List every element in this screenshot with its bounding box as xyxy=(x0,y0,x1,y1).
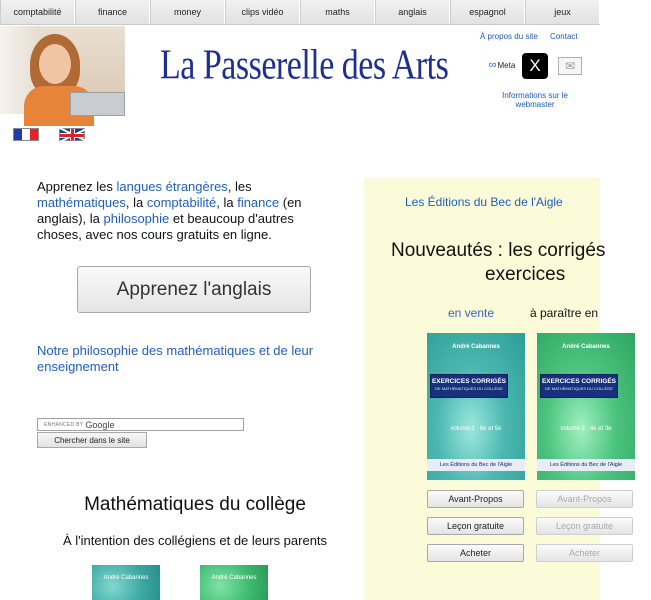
book-cover-volume-1[interactable]: André Cabannes EXERCICES CORRIGÉS DE MATHÉMATIQUES DU COLLÈGE volume 1 : 6e et 5e Les Éditions du Bec de l'Aigle xyxy=(427,333,525,480)
photo-laptop xyxy=(70,92,125,116)
nav-item-jeux[interactable]: jeux xyxy=(525,0,600,24)
book-title-band: EXERCICES CORRIGÉS DE MATHÉMATIQUES DU COLLÈGE xyxy=(430,374,508,398)
nav-item-comptabilite[interactable]: comptabilité xyxy=(0,0,75,24)
finance-link[interactable]: finance xyxy=(237,195,280,210)
book-thumbnail[interactable] xyxy=(92,565,160,600)
tab-a-paraitre: à paraître en xyxy=(530,306,599,320)
editions-panel xyxy=(364,178,623,600)
header-photo xyxy=(0,26,125,114)
header-links xyxy=(480,32,588,41)
uk-flag-icon[interactable] xyxy=(59,128,85,141)
thumb-author: André Cabannes xyxy=(103,575,149,581)
book-title-band: EXERCICES CORRIGÉS DE MATHÉMATIQUES DU COLLÈGE xyxy=(540,374,618,398)
tab-en-vente[interactable]: en vente xyxy=(448,306,495,320)
avant-propos-button[interactable]: Avant-Propos xyxy=(427,490,524,508)
meta-infinity-icon: ∞ xyxy=(488,59,497,71)
about-link[interactable]: À propos du site xyxy=(480,32,538,41)
nav-item-clips-video[interactable]: clips vidéo xyxy=(225,0,300,24)
book-cover-volume-2[interactable]: André Cabannes EXERCICES CORRIGÉS DE MATHÉMATIQUES DU COLLÈGE volume 2 : 4e et 3e Les Éditions du Bec de l'Aigle xyxy=(537,333,635,480)
photo-face xyxy=(39,44,71,84)
google-label: Google xyxy=(85,419,115,430)
maths-philosophy-link[interactable]: Notre philosophie des mathématiques et de leur enseignement xyxy=(37,343,314,374)
nav-item-money[interactable]: money xyxy=(150,0,225,24)
nav-item-finance[interactable]: finance xyxy=(75,0,150,24)
nav-item-anglais[interactable]: anglais xyxy=(375,0,450,24)
learn-english-button[interactable]: Apprenez l'anglais xyxy=(77,266,311,313)
nav-item-espagnol[interactable]: espagnol xyxy=(450,0,525,24)
french-flag-icon[interactable] xyxy=(13,128,39,141)
meta-icon[interactable] xyxy=(486,53,518,77)
nav-item-maths[interactable]: maths xyxy=(300,0,375,24)
top-nav xyxy=(0,0,600,25)
intro-text: Apprenez les langues étrangères, les mathématiques, la comptabilité, la finance (en anglais), la philosophie et beaucoup d'autres choses, avec nos cours gratuits en ligne. xyxy=(37,179,302,242)
mail-icon[interactable]: ✉ xyxy=(558,57,582,75)
search-button[interactable]: Chercher dans le site xyxy=(37,432,147,448)
avant-propos-button-vol2: Avant-Propos xyxy=(536,490,633,508)
search-input[interactable] xyxy=(37,418,244,431)
webmaster-link[interactable]: Informations sur le webmaster xyxy=(502,91,568,109)
accounting-link[interactable]: comptabilité xyxy=(146,195,217,210)
acheter-button[interactable]: Acheter xyxy=(427,544,524,562)
contact-link[interactable]: Contact xyxy=(550,32,578,41)
maths-link[interactable]: mathématiques xyxy=(37,195,126,210)
lecon-gratuite-button[interactable]: Leçon gratuite xyxy=(427,517,524,535)
acheter-button-vol2: Acheter xyxy=(536,544,633,562)
book-thumbnail[interactable] xyxy=(200,565,268,600)
meta-label: Meta xyxy=(497,60,516,70)
editions-link[interactable]: Les Éditions du Bec de l'Aigle xyxy=(405,195,563,209)
lecon-gratuite-button-vol2: Leçon gratuite xyxy=(536,517,633,535)
site-title: La Passerelle des Arts xyxy=(160,42,449,89)
philosophy-link[interactable]: philosophie xyxy=(103,211,170,226)
languages-link[interactable]: langues étrangères xyxy=(116,179,228,194)
language-flags xyxy=(13,128,85,141)
thumb-author: André Cabannes xyxy=(211,575,257,581)
maths-subheading: À l'intention des collégiens et de leurs parents xyxy=(62,533,328,548)
enhanced-by-label: ENHANCED BY xyxy=(44,421,84,428)
nouveautes-heading: Nouveautés : les corrigés exercices xyxy=(391,240,606,285)
x-icon[interactable]: X xyxy=(522,53,548,79)
maths-heading: Mathématiques du collège xyxy=(84,494,306,515)
